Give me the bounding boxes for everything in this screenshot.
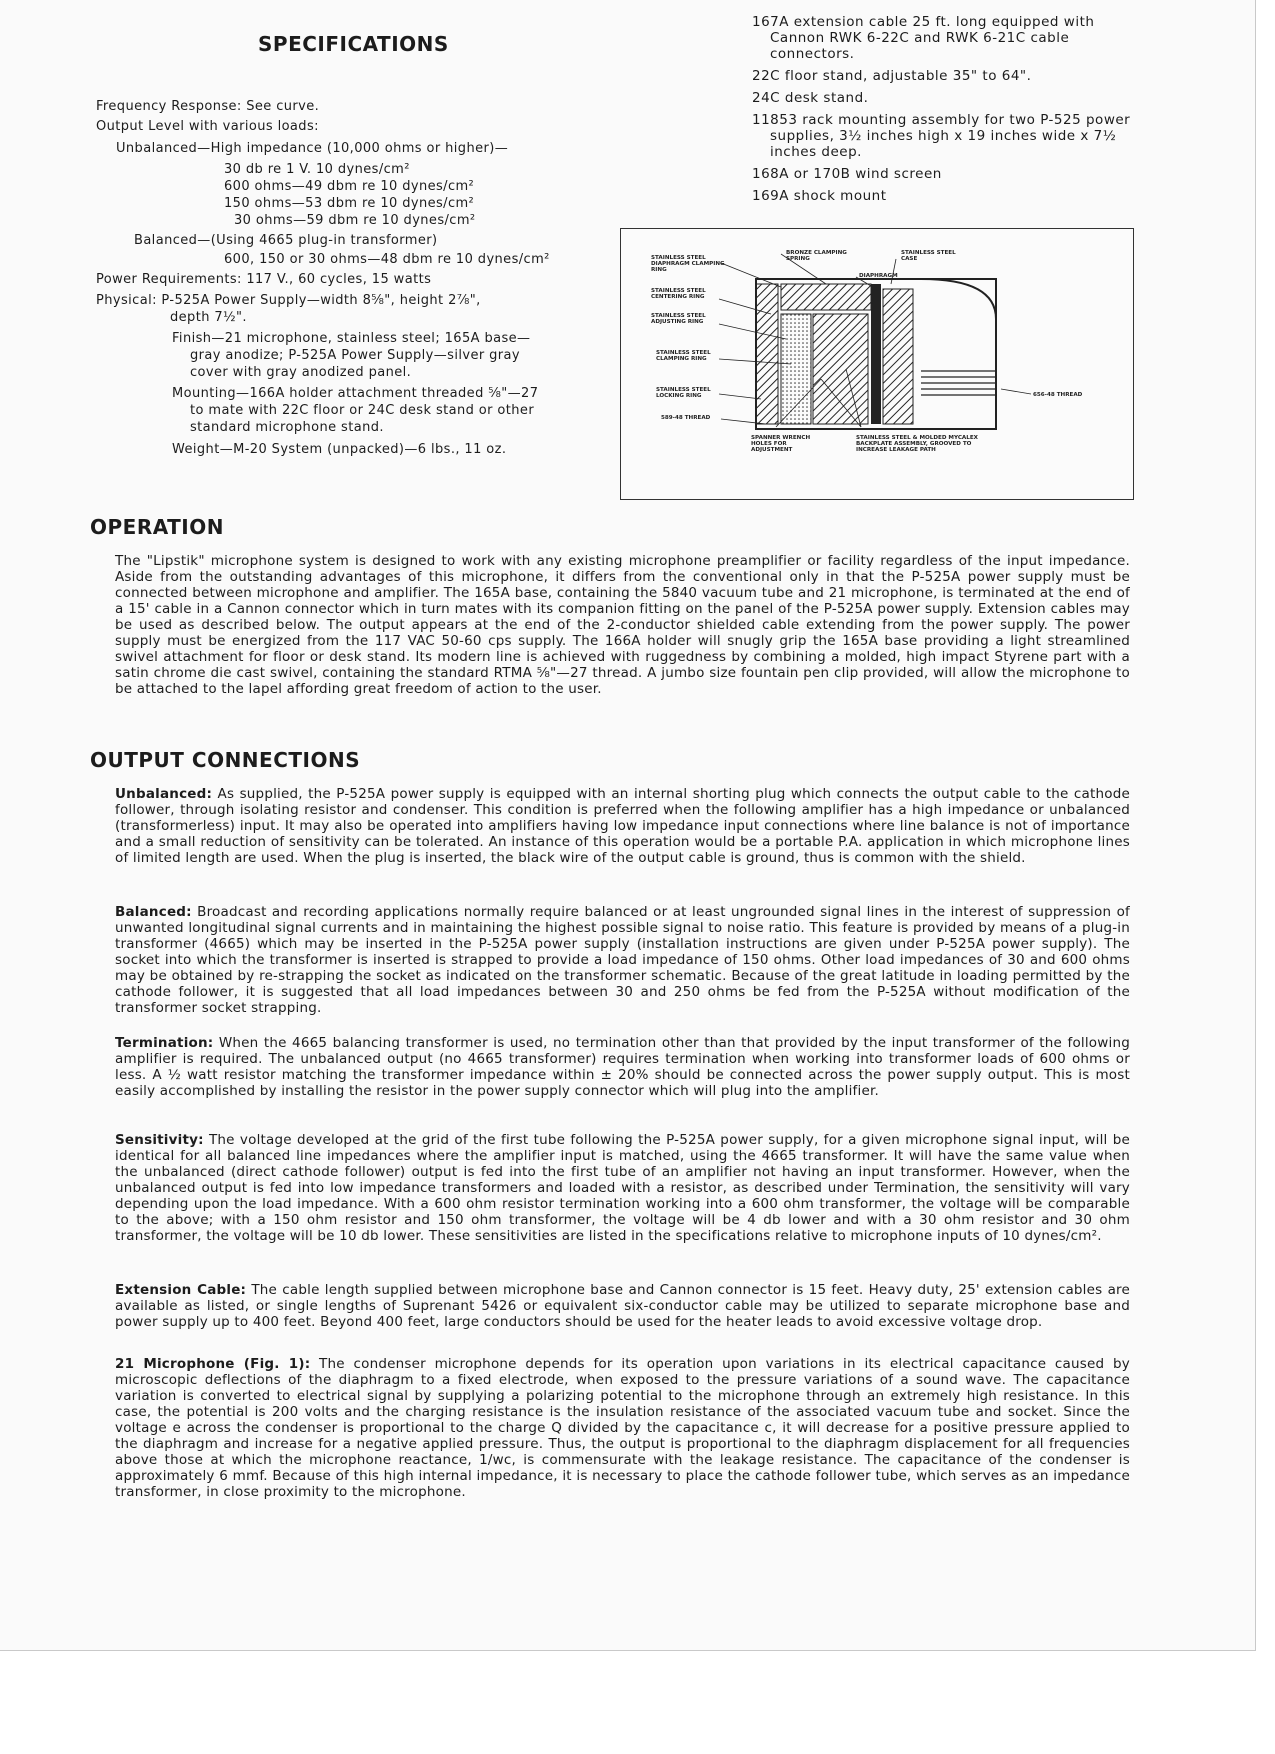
section-sensitivity (115, 1132, 1130, 1244)
section-balanced (115, 904, 1130, 1016)
section-extension-cable (115, 1282, 1130, 1330)
section-heading: 21 Microphone (Fig. 1): (115, 1356, 311, 1372)
section-heading: Unbalanced: (115, 786, 213, 802)
label-clamping-ring: STAINLESS STEEL CLAMPING RING (656, 350, 711, 362)
accessory-item: 11853 rack mounting assembly for two P-525 power supplies, 3½ inches high x 19 inches wide x 7½ inches deep. (752, 112, 1131, 160)
section-text: As supplied, the P-525A power supply is equipped with an internal shorting plug which connects the output cable to the cathode follower, through isolating resistor and condenser. This condition is preferred when the following amplifier has a high impedance or unbalanced (transformerless) input. It may also be operated into amplifiers having low impedance input connections where line balance is not of importance and a small reduction of sensitivity can be tolerated. An instance of this operation would be a portable P.A. application in which microphone lines of limited length are used. When the plug is inserted, the black wire of the output cable is ground, thus is common with the shield. (115, 786, 1130, 866)
accessory-item: 24C desk stand. (752, 90, 869, 106)
spec-output-level: Output Level with various loads: (96, 119, 319, 134)
operation-title: OPERATION (90, 515, 224, 539)
spec-finish: Finish—21 microphone, stainless steel; 165A base— (172, 331, 531, 346)
accessories-list (752, 14, 1134, 210)
diagram-diaphragm (871, 284, 881, 424)
section-unbalanced (115, 786, 1130, 866)
section-termination (115, 1035, 1130, 1099)
accessory-item: 22C floor stand, adjustable 35" to 64". (752, 68, 1032, 84)
spec-unbalanced-value: 30 ohms—59 dbm re 10 dynes/cm² (234, 213, 476, 228)
spec-mounting: Mounting—166A holder attachment threaded ⅝"—27 (172, 386, 539, 401)
label-case: STAINLESS STEEL CASE (901, 250, 956, 262)
label-thread-right: 656-48 THREAD (1033, 392, 1083, 398)
spec-unbalanced-value: 600 ohms—49 dbm re 10 dynes/cm² (224, 179, 475, 194)
label-spanner: SPANNER WRENCH HOLES FOR ADJUSTMENT (751, 435, 811, 453)
label-diaphragm: DIAPHRAGM (859, 273, 898, 279)
spec-physical-depth: depth 7½". (170, 310, 247, 325)
label-centering-ring: STAINLESS STEEL CENTERING RING (651, 288, 706, 300)
spec-balanced-value: 600, 150 or 30 ohms—48 dbm re 10 dynes/cm² (224, 252, 550, 267)
spec-physical: Physical: P-525A Power Supply—width 8⅝", height 2⅞", (96, 293, 481, 308)
accessory-item: 169A shock mount (752, 188, 887, 204)
label-backplate: STAINLESS STEEL & MOLDED MYCALEX BACKPLATE ASSEMBLY, GROOVED TO INCREASE LEAKAGE PATH (856, 435, 978, 453)
accessory-item: 168A or 170B wind screen (752, 166, 942, 182)
spec-mounting: standard microphone stand. (190, 420, 384, 435)
spec-balanced-heading: Balanced—(Using 4665 plug-in transformer) (134, 233, 438, 248)
section-heading: Termination: (115, 1035, 214, 1051)
label-adjusting-ring: STAINLESS STEEL ADJUSTING RING (651, 313, 706, 325)
section-text: The cable length supplied between microphone base and Cannon connector is 15 feet. Heavy duty, 25' extension cables are available as listed, or single lengths of Suprenant 5426 or equivalent six-conductor cable may be utilized to separate microphone base and power supply up to 400 feet. Beyond 400 feet, large conductors should be used for the heater leads to avoid excessive voltage drop. (115, 1282, 1130, 1330)
spec-unbalanced-heading: Unbalanced—High impedance (10,000 ohms or higher)— (116, 141, 509, 156)
spec-unbalanced-value: 30 db re 1 V. 10 dynes/cm² (224, 162, 410, 177)
section-21-microphone (115, 1356, 1130, 1500)
section-text: The voltage developed at the grid of the first tube following the P-525A power supply, for a given microphone signal input, will be identical for all balanced line impedances where the amplifier input is matched, using the 4665 transformer. It will have the same value when the unbalanced (direct cathode follower) output is fed into the first tube of an amplifier not having an input transformer. However, when the unbalanced output is fed into low impedance transformers and loaded with a resistor, as described under Termination, the sensitivity will vary depending upon the load impedance. With a 600 ohm resistor termination working into a 600 ohm transformer, the voltage will be comparable to the above; with a 150 ohm resistor and 150 ohm transformer, the voltage will be 4 db lower and with a 30 ohm resistor and 30 ohm transformer, the voltage will be 10 db lower. These sensitivities are listed in the specifications relative to microphone inputs of 10 dynes/cm². (115, 1132, 1130, 1244)
spec-mounting: to mate with 22C floor or 24C desk stand or other (190, 403, 535, 418)
label-locking-ring: STAINLESS STEEL LOCKING RING (656, 387, 711, 399)
diagram-locking-ring (756, 284, 778, 424)
section-text: The condenser microphone depends for its operation upon variations in its electrical capacitance caused by microscopic deflections of the diaphragm to a fixed electrode, when exposed to the pressure variations of a sound wave. The capacitance variation is converted to electrical signal by supplying a polarizing potential to the microphone through an extremely high resistance. In this case, the potential is 200 volts and the charging resistance is the insulation resistance of the associated vacuum tube and socket. Since the voltage e across the condenser is proportional to the charge Q divided by the capacitance c, it will decrease for a positive pressure applied to the diaphragm and increase for a negative applied pressure. Thus, the output is proportional to the diaphragm displacement for all frequencies above those at which the microphone reactance, 1/wc, is commensurate with the leakage resistance. The capacitance of the condenser is approximately 6 mmf. Because of this high internal impedance, it is necessary to place the cathode follower tube, which serves as an impedance transformer, in close proximity to the microphone. (115, 1356, 1130, 1500)
output-connections-title: OUTPUT CONNECTIONS (90, 748, 361, 772)
spec-finish: gray anodize; P-525A Power Supply—silver gray (190, 348, 520, 363)
spec-unbalanced-value: 150 ohms—53 dbm re 10 dynes/cm² (224, 196, 475, 211)
section-heading: Extension Cable: (115, 1282, 247, 1298)
section-text: Broadcast and recording applications normally require balanced or at least ungrounded signal lines in the interest of suppression of unwanted longitudinal signal currents and in maintaining the highest possible signal to noise ratio. This feature is provided by means of a plug-in transformer (4665) which may be inserted in the P-525A power supply (installation instructions are given under P-525A power supply). The socket into which the transformer is inserted is strapped to provide a load impedance of 150 ohms. Other load impedances of 30 and 600 ohms may be obtained by re-strapping the socket as indicated on the transformer schematic. Because of the great latitude in loading permitted by the cathode follower, it is suggested that all load impedances between 30 and 250 ohms be fed from the P-525A without modification of the transformer socket strapping. (115, 904, 1130, 1016)
microphone-cross-section-diagram (620, 228, 1134, 500)
section-text: When the 4665 balancing transformer is used, no termination other than that provided by the input transformer of the following amplifier is required. The unbalanced output (no 4665 transformer) requires termination when working into transformer loads of 600 ohms or less. A ½ watt resistor matching the transformer impedance within ± 20% should be connected across the power supply output. This is most easily accomplished by installing the resistor in the power supply connector which will plug into the amplifier. (115, 1035, 1130, 1099)
operation-body: The "Lipstik" microphone system is designed to work with any existing microphone preamplifier or facility regardless of the input impedance. Aside from the outstanding advantages of this microphone, it differs from the conventional only in that the P-525A power supply must be connected between microphone and amplifier. The 165A base, containing the 5840 vacuum tube and 21 microphone, is terminated at the end of a 15' cable in a Cannon connector which in turn mates with its companion fitting on the panel of the P-525A power supply. Extension cables may be used as described below. The output appears at the end of the 2-conductor shielded cable extending from the power supply. The power supply must be energized from the 117 VAC 50-60 cps supply. The 166A holder will snugly grip the 165A base providing a light streamlined swivel attachment for floor or desk stand. Its modern line is achieved with ruggedness by combining a molded, high impact Styrene part with a satin chrome die cast swivel, containing the standard RTMA ⅝"—27 thread. A jumbo size fountain pen clip provided, will allow the microphone to be attached to the lapel affording great freedom of action to the user. (115, 553, 1130, 697)
label-thread-left: 589-48 THREAD (661, 415, 711, 421)
specifications-title: SPECIFICATIONS (258, 32, 449, 56)
spec-power-requirements: Power Requirements: 117 V., 60 cycles, 15 watts (96, 272, 432, 287)
label-bronze-spring: BRONZE CLAMPING SPRING (786, 250, 847, 262)
diagram-adjusting-ring (781, 314, 811, 424)
diagram-backplate (813, 314, 868, 424)
spec-weight: Weight—M-20 System (unpacked)—6 lbs., 11 oz. (172, 442, 507, 457)
operation-text (115, 553, 1130, 697)
diagram-clamping-spring (781, 284, 871, 310)
accessory-item: 167A extension cable 25 ft. long equipped with Cannon RWK 6-22C and RWK 6-21C cable connectors. (752, 14, 1095, 62)
diagram-svg (621, 229, 1133, 499)
label-diaphragm-ring: STAINLESS STEEL DIAPHRAGM CLAMPING RING (651, 255, 725, 273)
spec-finish: cover with gray anodized panel. (190, 365, 412, 380)
section-heading: Balanced: (115, 904, 192, 920)
section-heading: Sensitivity: (115, 1132, 204, 1148)
spec-frequency-response: Frequency Response: See curve. (96, 99, 320, 114)
